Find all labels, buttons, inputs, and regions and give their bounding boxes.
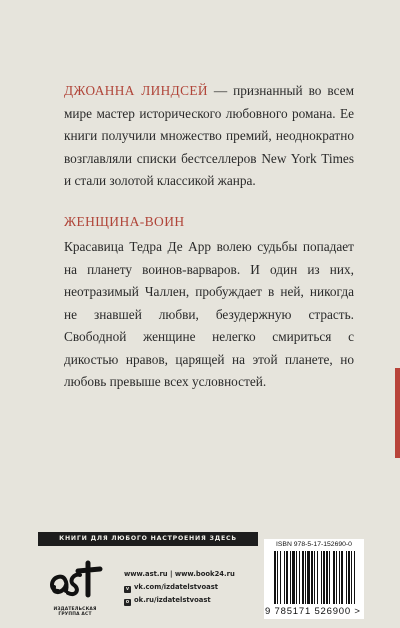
ok-link-row[interactable] bbox=[124, 594, 264, 607]
author-name: ДЖОАННА ЛИНДСЕЙ bbox=[64, 83, 208, 98]
ok-icon: o bbox=[125, 599, 130, 605]
vk-link-row[interactable] bbox=[124, 581, 264, 594]
tagline-bar: КНИГИ ДЛЯ ЛЮБОГО НАСТРОЕНИЯ ЗДЕСЬ bbox=[38, 532, 258, 546]
vk-icon: v bbox=[125, 586, 130, 592]
publisher-links bbox=[124, 568, 264, 607]
ast-logo-icon bbox=[44, 557, 106, 605]
ok-link[interactable]: ok.ru/izdatelstvoast bbox=[134, 596, 211, 604]
barcode-number: 9 785171 526900 > bbox=[265, 606, 361, 617]
author-bio-text: — признанный во всем мире мастер исторического любовного романа. Ее книги получили множество премий, неоднократно возглавляли списки бестселлеров New York Times и стали золотой классикой жанра. bbox=[64, 83, 354, 188]
book-title: ЖЕНЩИНА-ВОИН bbox=[64, 214, 185, 229]
back-cover-footer bbox=[0, 528, 400, 628]
isbn-label: ISBN 978-5-17-152690-0 bbox=[276, 541, 352, 548]
publisher-caption: ИЗДАТЕЛЬСКАЯ ГРУППА АСТ bbox=[53, 607, 97, 617]
vk-link[interactable]: vk.com/izdatelstvoast bbox=[134, 583, 218, 591]
author-bio bbox=[64, 80, 354, 193]
book-blurb: Красавица Тедра Де Арр волею судьбы попадает на планету воинов-варваров. И один из них, неотразимый Чаллен, пробуждает в ней, никогда не знавшей любви, безудержную страсть. Свободной женщине нелегко смириться с дикостью нравов, царящей на этой планете, но любовь превыше всех условностей. bbox=[64, 239, 354, 389]
barcode-panel bbox=[264, 539, 364, 619]
publisher-logo bbox=[44, 557, 106, 617]
edge-accent-stripe bbox=[395, 368, 400, 458]
barcode-icon bbox=[268, 551, 360, 607]
websites-link[interactable]: www.ast.ru | www.book24.ru bbox=[124, 570, 235, 578]
